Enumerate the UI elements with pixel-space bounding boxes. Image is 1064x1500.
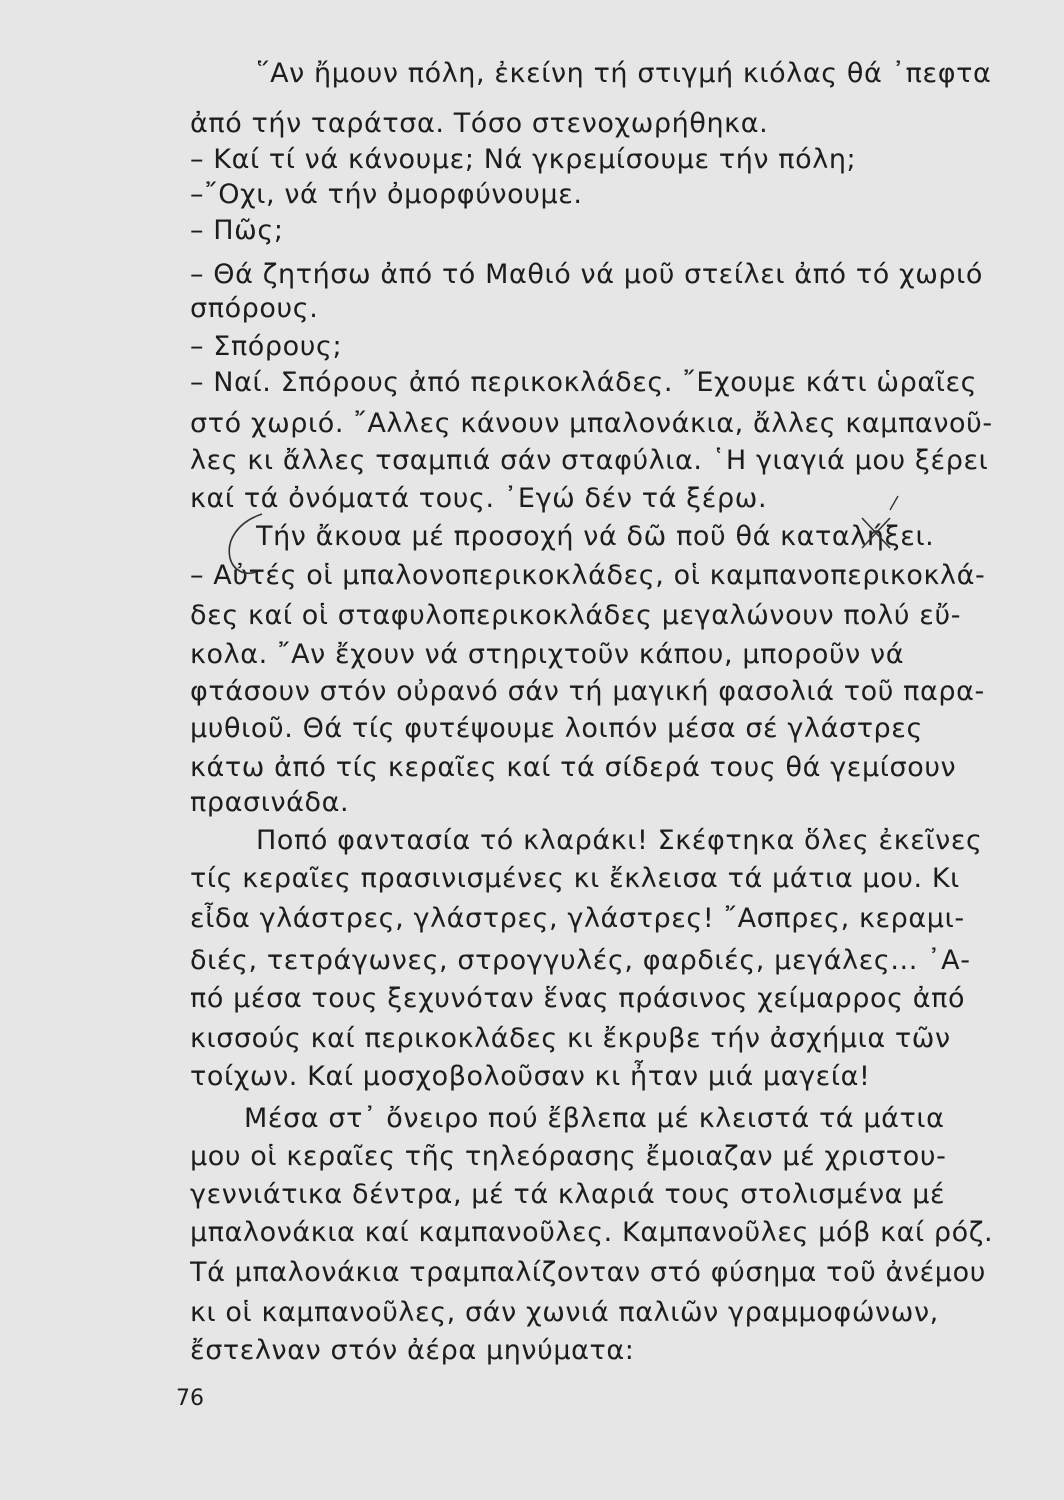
text-line: – Σπόρους; [190,331,343,362]
text-line: ῞Αν ἤμουν πόλη, ἐκείνη τή στιγμή κιόλας θά ᾽πεφτα [256,58,992,89]
text-line: Τά μπαλονάκια τραμπαλίζονταν στό φύσημα τοῦ ἀνέμου [190,1257,986,1288]
text-line: –῎Οχι, νά τήν ὀμορφύνουμε. [190,179,583,210]
text-line: – Αὐτές οἱ μπαλονοπερικοκλάδες, οἱ καμπανοπερικοκλά- [190,560,986,591]
text-line: ἔστελναν στόν ἀέρα μηνύματα: [190,1335,635,1366]
text-line: κολα. ῎Αν ἔχουν νά στηριχτοῦν κάπου, μποροῦν νά [190,639,905,670]
text-line: πρασινάδα. [190,787,350,818]
text-line: φτάσουν στόν οὐρανό σάν τή μαγική φασολιά τοῦ παρα- [190,676,985,707]
text-line: δες καί οἱ σταφυλοπερικοκλάδες μεγαλώνουν πολύ εὔ- [190,600,962,631]
text-line: Τήν ἄκουα μέ προσοχή νά δῶ ποῦ θά καταλήξει. [256,521,935,552]
text-line: διές, τετράγωνες, στρογγυλές, φαρδιές, μεγάλες... ᾽Α- [190,945,971,976]
text-line: – Ναί. Σπόρους ἀπό περικοκλάδες. ῎Εχουμε κάτι ὡραῖες [190,367,978,398]
text-line: – Θά ζητήσω ἀπό τό Μαθιό νά μοῦ στείλει ἀπό τό χωριό [190,259,984,290]
text-line: εἶδα γλάστρες, γλάστρες, γλάστρες! ῎Ασπρες, κεραμι- [190,903,965,934]
text-line: λες κι ἄλλες τσαμπιά σάν σταφύλια. ῾Η γιαγιά μου ξέρει [190,445,989,476]
text-line: Ποπό φαντασία τό κλαράκι! Σκέφτηκα ὅλες ἐκεῖνες [256,825,983,856]
page-number: 76 [176,1386,204,1411]
text-line: – Πῶς; [190,215,284,246]
text-line: μυθιοῦ. Θά τίς φυτέψουμε λοιπόν μέσα σέ γλάστρες [190,713,923,744]
text-line: ἀπό τήν ταράτσα. Τόσο στενοχωρήθηκα. [190,108,769,139]
text-line: στό χωριό. ῎Αλλες κάνουν μπαλονάκια, ἄλλες καμπανοῦ- [190,408,993,439]
text-line: κάτω ἀπό τίς κεραῖες καί τά σίδερά τους θά γεμίσουν [190,752,957,783]
text-line: κισσούς καί περικοκλάδες κι ἔκρυβε τήν ἀσχήμια τῶν [190,1023,951,1054]
text-line: πό μέσα τους ξεχυνόταν ἕνας πράσινος χείμαρρος ἀπό [190,983,966,1014]
text-line: σπόρους. [190,293,319,324]
text-line: καί τά ὀνόματά τους. ᾽Εγώ δέν τά ξέρω. [190,483,768,514]
text-line: γεννιάτικα δέντρα, μέ τά κλαριά τους στολισμένα μέ [190,1179,946,1210]
text-line: μου οἱ κεραῖες τῆς τηλεόρασης ἔμοιαζαν μέ χριστου- [190,1141,947,1172]
text-line: τοίχων. Καί μοσχοβολοῦσαν κι ἦταν μιά μαγεία! [190,1061,871,1092]
text-line: Μέσα στ᾽ ὄνειρο πού ἔβλεπα μέ κλειστά τά μάτια [244,1103,945,1134]
text-line: μπαλονάκια καί καμπανοῦλες. Καμπανοῦλες μόβ καί ρόζ. [190,1217,994,1248]
text-line: τίς κεραῖες πρασινισμένες κι ἔκλεισα τά μάτια μου. Κι [190,863,960,894]
text-line: κι οἱ καμπανοῦλες, σάν χωνιά παλιῶν γραμμοφώνων, [190,1297,939,1328]
text-line: – Καί τί νά κάνουμε; Νά γκρεμίσουμε τήν πόλη; [190,144,857,175]
